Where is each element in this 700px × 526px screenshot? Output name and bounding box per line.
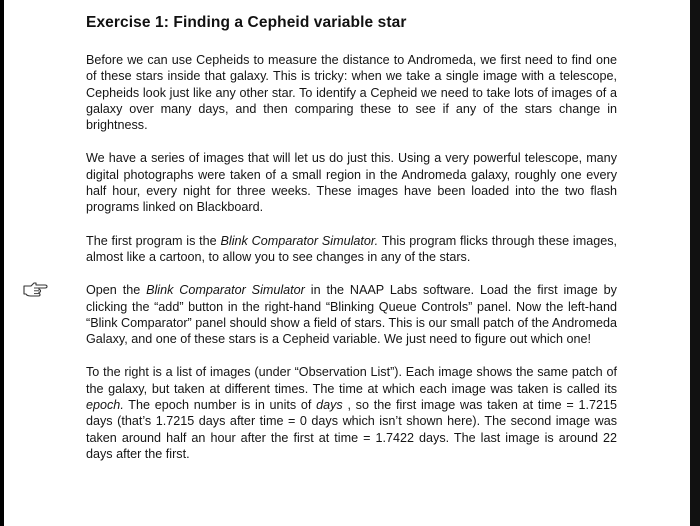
text-segment: The first program is the bbox=[86, 233, 221, 248]
text-segment: The epoch number is in units of bbox=[123, 398, 317, 413]
text-segment: To the right is a list of images (under “Observation List”). Each image shows the same patch of the galaxy, but taken at different times. The time at which each image was taken is called its bbox=[86, 365, 617, 396]
text-segment: This program flicks through these images, almost like a cartoon, to allow you to see changes in any of the stars. bbox=[86, 233, 617, 264]
text-segment: , so the first image was taken at time = 1.7215 days (that’s 1.7215 days after time = 0 days which isn’t shown here). The second image was taken around half an hour after the first at time = 1.7422 days. The last image is around 22 days after the first. bbox=[86, 398, 617, 461]
paragraph-first-program bbox=[86, 233, 617, 266]
paragraph-instructions bbox=[86, 282, 617, 347]
paragraph-images: We have a series of images that will let us do just this. Using a very powerful telescope, many digital photographs were taken of a small region in the Andromeda galaxy, roughly one every half hour, every night for three weeks. These images have been loaded into the two flash programs linked on Blackboard. bbox=[86, 151, 617, 215]
program-name-italic: Blink Comparator Simulator. bbox=[220, 233, 379, 248]
paragraph-intro: Before we can use Cepheids to measure the distance to Andromeda, we first need to find one of these stars inside that galaxy. This is tricky: when we take a single image with a telescope, Cepheids look just like any other star. To identify a Cepheid we need to take lots of images of a galaxy over many days, and then comparing these to see if any of the stars change in brightness. bbox=[86, 53, 617, 133]
pointing-hand-icon bbox=[22, 280, 48, 298]
page-right-edge bbox=[690, 0, 700, 526]
exercise-title: Exercise 1: Finding a Cepheid variable star bbox=[86, 14, 407, 31]
document-content bbox=[86, 14, 617, 479]
page-left-edge bbox=[0, 0, 4, 526]
text-segment: in the NAAP Labs software. Load the first image by clicking the “add” button in the right-hand “Blinking Queue Controls” panel. Now the left-hand “Blink Comparator” panel should show a field of stars. This is our small patch of the Andromeda Galaxy, and one of these stars is a Cepheid variable. We just need to figure out which one! bbox=[86, 283, 617, 347]
instruction-block bbox=[86, 282, 617, 347]
term-days-italic: days bbox=[316, 398, 343, 413]
program-name-italic: Blink Comparator Simulator bbox=[146, 283, 305, 298]
text-segment: Open the bbox=[86, 283, 147, 298]
term-epoch-italic: epoch. bbox=[86, 398, 124, 413]
paragraph-observation-list bbox=[86, 364, 617, 462]
